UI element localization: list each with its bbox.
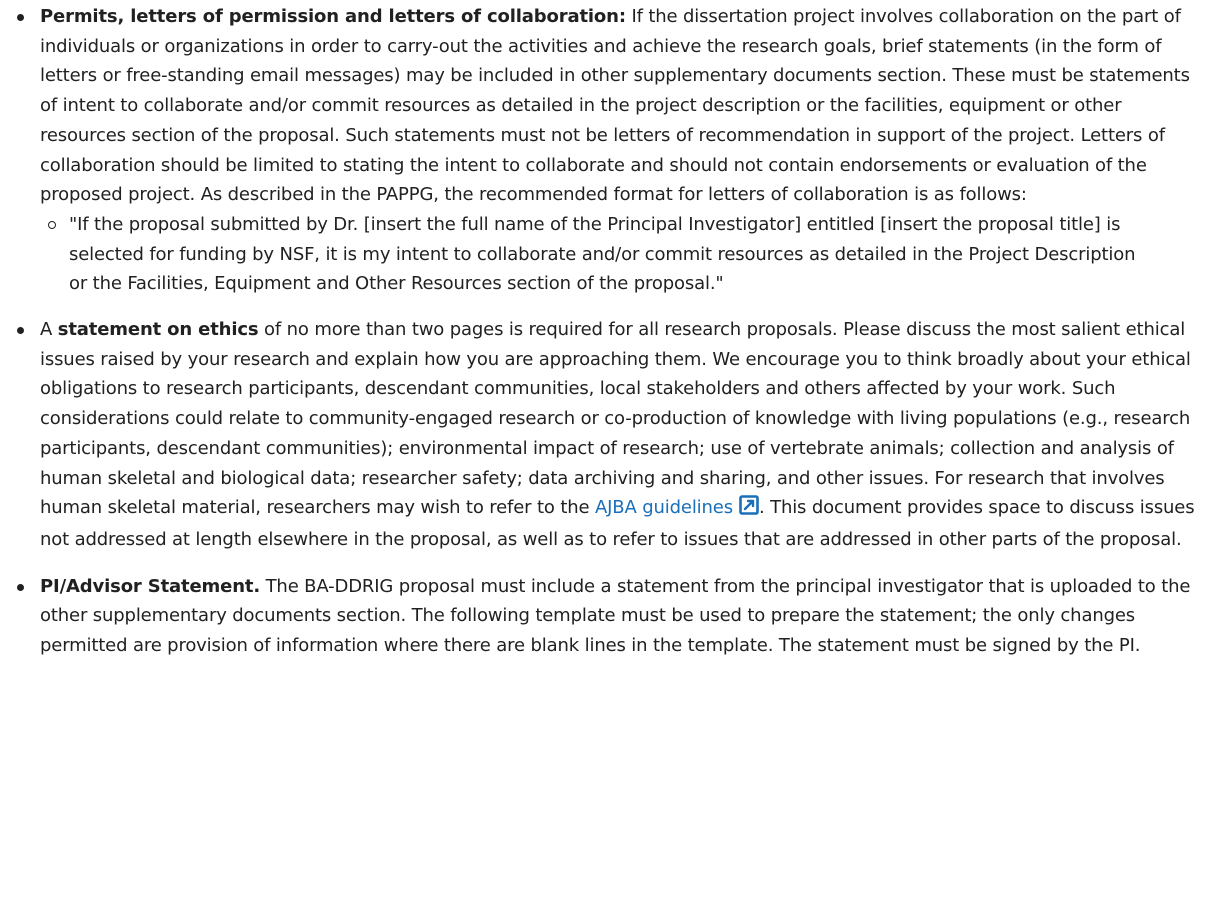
link-label: AJBA guidelines: [594, 497, 733, 519]
item-text: The BA-DDRIG proposal must include a statement from the principal investigator that is uploaded to the other supplementary documents section. The following template must be used to prepare the statement; the only changes permitted are provision of information where there are blank lines in the template. The statement must be signed by the PI.: [40, 575, 1191, 657]
item-text-pre: A: [40, 319, 58, 341]
sub-list-item-letter-format: [0, 210, 1203, 299]
external-link-icon[interactable]: [739, 495, 759, 525]
list-item-pi-advisor: [0, 572, 1213, 661]
item-heading: PI/Advisor Statement.: [40, 575, 261, 597]
item-text: of no more than two pages is required for all research proposals. Please discuss the most salient ethical issues raised by your research and explain how you are approaching them. We encourage you to think broadly about your ethical obligations to research participants, descendant communities, local stakeholders and others affected by your work. Such considerations could relate to community-engaged research or co-production of knowledge with living populations (e.g., research participants, descendant communities); environmental impact of research; use of vertebrate animals; collection and analysis of human skeletal and biological data; researcher safety; data archiving and sharing, and other issues. For research that involves human skeletal material, researchers may wish to refer to the: [40, 319, 1191, 519]
item-heading: Permits, letters of permission and letters of collaboration:: [40, 6, 626, 27]
item-text: If the dissertation project involves collaboration on the part of individuals or organizations in order to carry-out the activities and achieve the research goals, brief statements (in the form of letters or free-standing email messages) may be included in other supplementary documents section. These must be statements of intent to collaborate and/or commit resources as detailed in the project description or the facilities, equipment or other resources section of the proposal. Such statements must not be letters of recommendation in support of the project. Letters of collaboration should be limited to stating the intent to collaborate and should not contain endorsements or evaluation of the proposed project. As described in the PAPPG, the recommended format for letters of collaboration is as follows:: [40, 6, 1190, 206]
list-item-permits: [0, 2, 1213, 299]
sub-list: [40, 210, 1203, 299]
ajba-guidelines-link[interactable]: [595, 497, 733, 518]
list-item-ethics: [0, 315, 1213, 555]
requirements-list: [0, 1, 1213, 661]
letter-format-text: "If the proposal submitted by Dr. [insert the full name of the Principal Investigator] entitled [insert the proposal title] is selected for funding by NSF, it is my intent to collaborate and/or commit resources as detailed in the Project Description or the Facilities, Equipment and Other Resources section of the proposal.": [69, 213, 1136, 295]
item-heading: statement on ethics: [57, 319, 259, 341]
item-text-post: . This document provides space to discuss issues not addressed at length elsewhere in the proposal, as well as to refer to issues that are addressed in other parts of the proposal.: [40, 497, 1195, 550]
